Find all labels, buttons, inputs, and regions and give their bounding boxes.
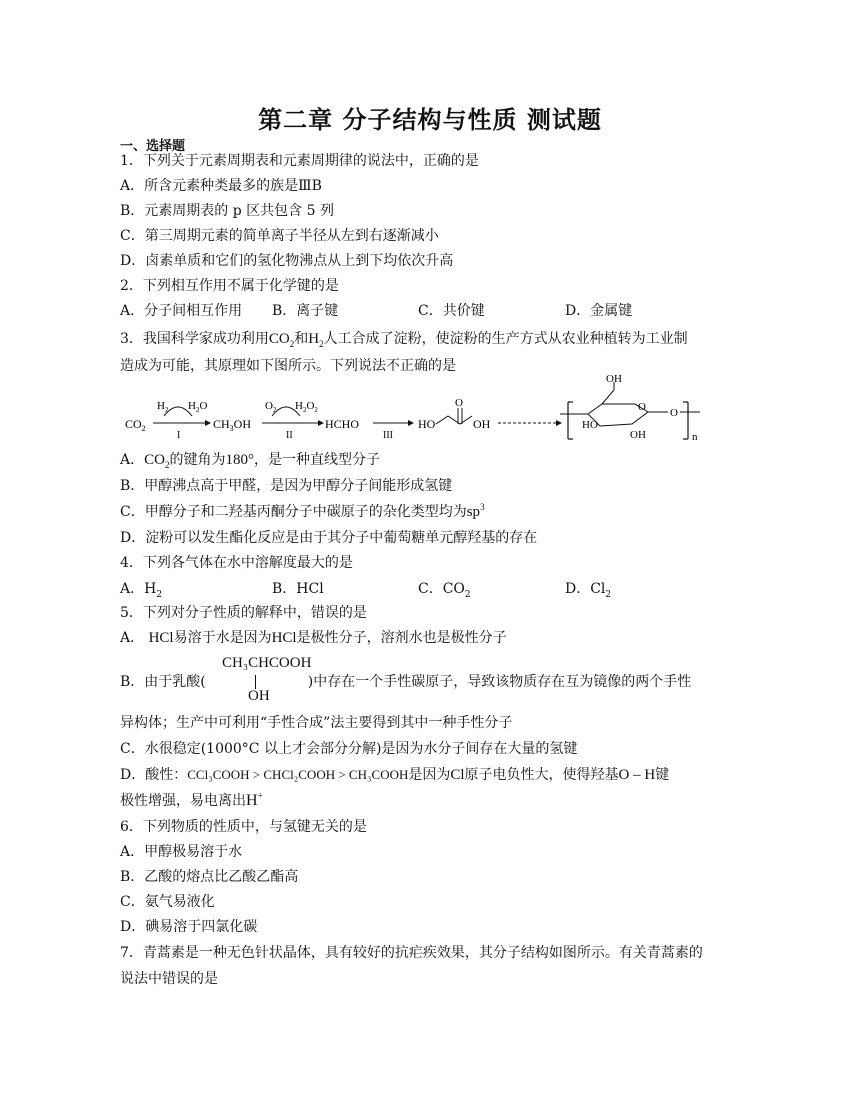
q5-option-d-line2: 极性增强，易电离出H+: [120, 790, 263, 809]
q6-option-b: B．乙酸的熔点比乙酸乙酯高: [120, 869, 299, 885]
q6-option-d: D．碘易溶于四氯化碳: [120, 919, 258, 935]
q3-option-a: A．$CO_2$的键角为180°，是一种直线型分子: [120, 452, 380, 470]
q1-option-b: B．元素周期表的 p 区共包含 5 列: [120, 203, 334, 219]
q1-stem: 1．下列关于元素周期表和元素周期律的说法中，正确的是: [120, 153, 479, 169]
q2-stem: 2．下列相互作用不属于化学键的是: [120, 278, 339, 294]
scheme-dha-o: O: [455, 397, 463, 409]
q2-option-d: D．金属键: [565, 303, 633, 319]
q7-stem: 7．青蒿素是一种无色针状晶体，具有较好的抗疟疾效果，其分子结构如图所示。有关青蒿素的: [120, 945, 703, 961]
q2-option-a: A．分子间相互作用: [120, 303, 243, 319]
q3-stem: 3．我国科学家成功利用$CO_2$和$H_2$人工合成了淀粉，使淀粉的生产方式从农业种植转为工业制: [120, 331, 688, 349]
q7-stem-line2: 说法中错误的是: [120, 971, 218, 987]
q2-option-b: B．离子键: [272, 303, 339, 319]
q4-stem: 4．下列各气体在水中溶解度最大的是: [120, 555, 353, 571]
page-title: 第二章 分子结构与性质 测试题: [258, 106, 602, 134]
q4-option-a: A．$H_2$: [120, 581, 163, 600]
q5-option-b: B．由于乳酸( )中存在一个手性碳原子，导致该物质存在互为镜像的两个手性: [120, 674, 692, 690]
section-heading: 一、选择题: [120, 139, 186, 154]
scheme-dha-oh: OH: [473, 417, 491, 431]
q6-option-c: C．氨气易液化: [120, 894, 215, 910]
scheme-ring-o: O: [638, 401, 646, 413]
q6-option-a: A．甲醇极易溶于水: [120, 844, 243, 860]
scheme-h2: $H_2$: [157, 400, 169, 414]
q3-stem-line2: 造成为可能，其原理如下图所示。下列说法不正确的是: [120, 358, 456, 374]
scheme-link-o: O: [670, 407, 678, 419]
q1-option-c: C．第三周期元素的简单离子半径从左到右逐渐减小: [120, 228, 439, 244]
q5-stem: 5．下列对分子性质的解释中，错误的是: [120, 605, 367, 621]
starch-synthesis-scheme: [120, 372, 720, 447]
q2-option-c: C．共价键: [418, 303, 485, 319]
q3-option-d: D．淀粉可以发生酯化反应是由于其分子中葡萄糖单元醇羟基的存在: [120, 530, 538, 546]
q4-option-d: D．$Cl_2$: [565, 581, 612, 600]
scheme-step-3: III: [383, 430, 393, 441]
scheme-h2o2: $H_2O_2$: [295, 400, 318, 414]
scheme-dha-ho: HO: [418, 417, 436, 431]
q5-option-a: A． HCl易溶于水是因为HCl是极性分子，溶剂水也是极性分子: [120, 630, 507, 646]
h2-formula: $H_2$: [308, 331, 324, 349]
scheme-oh-top: OH: [606, 373, 622, 385]
lactic-acid-structure: CH₃CHCOOH OH: [222, 655, 312, 704]
scheme-n: n: [692, 431, 698, 443]
q6-stem: 6．下列物质的性质中，与氢键无关的是: [120, 819, 367, 835]
scheme-hcho: HCHO: [325, 417, 360, 431]
q3-option-b: B．甲醇沸点高于甲醛，是因为甲醇分子间能形成氢键: [120, 478, 453, 494]
q5-option-c: C．水很稳定(1000°C 以上才会部分分解)是因为水分子间存在大量的氢键: [120, 741, 578, 757]
q5-option-d: D．酸性：CCl₃COOH > CHCl₂COOH > CH₃COOH是因为Cl原子电负性大，使得羟基O – H键: [120, 767, 670, 783]
q1-option-a: A．所含元素种类最多的族是ⅢB: [120, 178, 322, 194]
scheme-h2o: $H_2O$: [188, 400, 208, 414]
q3-option-c: C．甲醇分子和二羟基丙酮分子中碳原子的杂化类型均为$sp^3$: [120, 502, 485, 520]
q4-option-b: B．HCl: [272, 581, 324, 597]
co2-formula: $CO_2$: [268, 331, 295, 349]
q1-option-d: D．卤素单质和它们的氢化物沸点从上到下均依次升高: [120, 253, 454, 269]
scheme-oh-ring: OH: [630, 429, 646, 441]
scheme-co2: $CO_2$: [125, 417, 146, 433]
scheme-ch3oh: $CH_3OH$: [213, 417, 252, 433]
scheme-step-1: I: [177, 430, 181, 441]
q4-option-c: C．$CO_2$: [418, 581, 471, 600]
scheme-o2: $O_2$: [265, 400, 277, 414]
q5-option-b-line2: 异构体；生产中可利用“手性合成”法主要得到其中一种手性分子: [120, 715, 513, 731]
scheme-ho-ring: HO: [582, 419, 598, 431]
scheme-step-2: II: [286, 430, 293, 441]
